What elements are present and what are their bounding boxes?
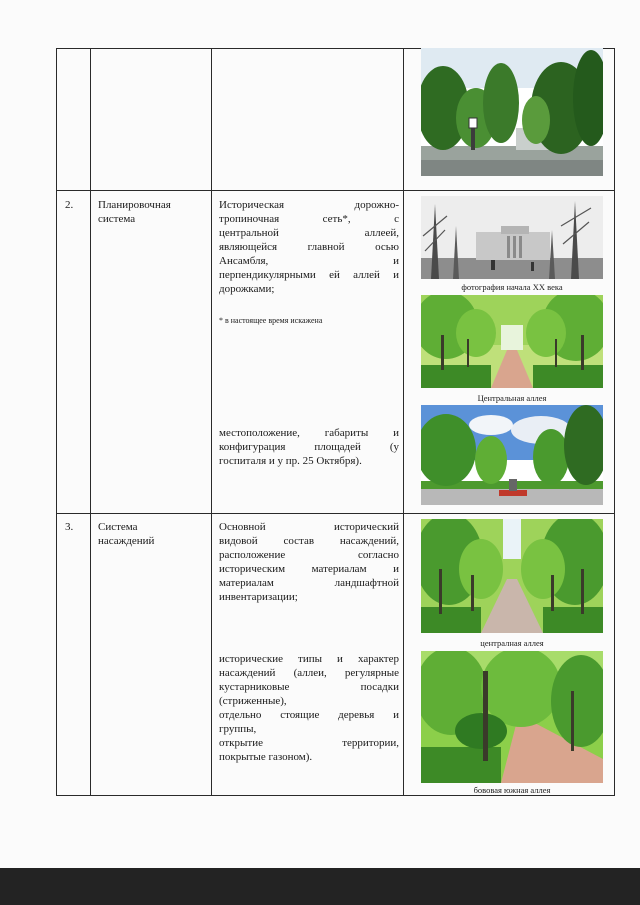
row-2-description-1: Историческая дорожно- тропиночная сеть*, с центральной аллеей, являющейся главной осью Ансамбля, и перпендикулярными ей аллей и дорожками; [219, 199, 399, 295]
table-divider-2 [211, 48, 212, 795]
row-2-description-2: местоположение, габариты и конфигурация площадей (у госпиталя и у пр. 25 Октября). [219, 427, 399, 467]
row-2-number: 2. [65, 199, 74, 211]
row-3-description-2: исторические типы и характер насаждений (аллеи, регулярные кустарниковые посадки (стриженные), отдельно стоящие деревья и группы, открытие территории, покрытые газоном). [219, 653, 399, 763]
table-border-left [56, 48, 57, 795]
central-alley-photo-2 [421, 519, 603, 633]
caption-side-south-alley-photo: бововая южная аллея [473, 785, 551, 795]
building-behind-trees-photo [421, 48, 603, 176]
square-with-flowerbed-photo [421, 405, 603, 505]
historic-photo [421, 196, 603, 279]
row-2-footnote: * в настоящее время искажена [219, 316, 323, 325]
row-separator-2 [56, 513, 615, 514]
caption-historic-photo: фотография начала XX века [461, 282, 563, 292]
row-2-name: Планировочная система [98, 199, 171, 225]
side-south-alley-photo [421, 651, 603, 783]
caption-central-alley-photo: Центральная аллея [477, 393, 547, 403]
table-divider-1 [90, 48, 91, 795]
table-divider-3 [403, 48, 404, 795]
central-alley-photo [421, 295, 603, 388]
table-border-right [614, 48, 615, 795]
row-3-number: 3. [65, 521, 74, 533]
scan-bottom-band [0, 868, 640, 905]
row-separator-1 [56, 190, 615, 191]
caption-central-alley-photo-2: централная аллея [480, 638, 544, 648]
row-3-name: Система насаждений [98, 521, 155, 547]
row-3-description-1: Основной исторический видовой состав насаждений, расположение согласно историческим материалам и материалам ландшафтной инвентаризации; [219, 521, 399, 603]
